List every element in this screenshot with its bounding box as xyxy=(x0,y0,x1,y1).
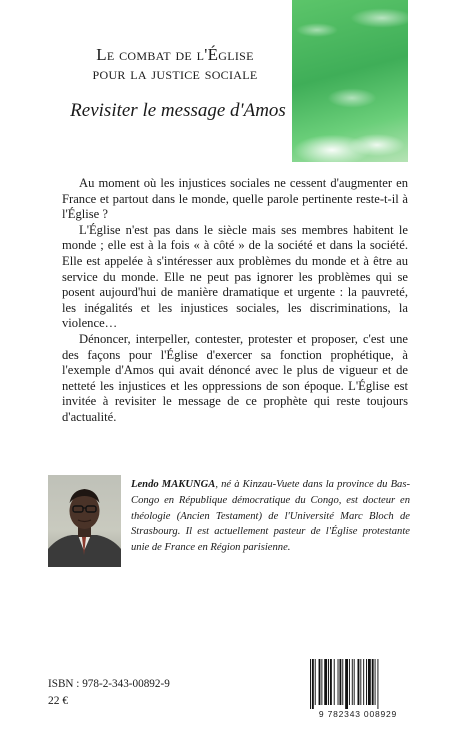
isbn: ISBN : 978-2-343-00892-9 xyxy=(48,678,170,690)
barcode-bar xyxy=(321,659,322,705)
barcode-bar xyxy=(319,659,321,705)
barcode xyxy=(306,659,410,719)
title-line-2: pour la justice sociale xyxy=(92,64,258,83)
author-name: Lendo MAKUNGA xyxy=(131,479,216,490)
barcode-bar xyxy=(345,659,348,709)
price: 22 € xyxy=(48,695,69,707)
blurb-paragraph-1: Au moment où les injustices sociales ne cessent d'augmenter en France et partout dans le monde, quelle parole pertinente reste-t-il à l'Église ? xyxy=(62,176,408,222)
barcode-bar xyxy=(354,659,355,705)
title-line-1: Le combat de l'Église xyxy=(96,45,254,64)
barcode-bar xyxy=(310,659,311,709)
barcode-bar xyxy=(338,659,339,705)
barcode-bar xyxy=(363,659,364,705)
barcode-bar xyxy=(377,659,378,709)
book-title xyxy=(60,45,290,83)
barcode-bars xyxy=(306,659,410,709)
barcode-bar xyxy=(375,659,376,705)
barcode-bar xyxy=(339,659,341,705)
author-bio-text: , né à Kinzau-Vuete dans la province du Bas-Congo en République démocratique du Congo, est docteur en théologie (Ancien Testament) de l'Université Marc Bloch de Strasbourg. Il est actuellement pasteur de l'Église protestante unie de France en Région parisienne. xyxy=(131,479,410,554)
barcode-bar xyxy=(342,659,343,705)
barcode-bar xyxy=(358,659,360,705)
author-photo xyxy=(48,475,121,567)
author-bio xyxy=(131,477,410,556)
barcode-bar xyxy=(334,659,335,705)
barcode-bar xyxy=(352,659,353,705)
barcode-bar xyxy=(312,659,314,709)
barcode-bar xyxy=(360,659,361,705)
book-subtitle: Revisiter le message d'Amos xyxy=(70,100,286,121)
barcode-bar xyxy=(315,659,316,705)
back-cover-blurb xyxy=(62,176,408,426)
blurb-paragraph-3: Dénoncer, interpeller, contester, protester et proposer, c'est une des façons pour l'Église d'exercer sa fonction prophétique, à l'exemple d'Amos qui avait dénoncé avec le plus de vigueur et de netteté les injustices et les oppressions de son époque. L'Église est invitée à revisiter le message de ce prophète qui reste toujours d'actualité. xyxy=(62,331,408,424)
cover-sky-image xyxy=(292,0,408,162)
barcode-number: 9 782343 008929 xyxy=(318,709,398,719)
barcode-bar xyxy=(368,659,371,705)
barcode-bar xyxy=(372,659,374,705)
barcode-bar xyxy=(328,659,329,705)
blurb-paragraph-2: L'Église n'est pas dans le siècle mais ses membres habitent le monde ; elle est à la fois « à côté » de la société et dans la société. Elle est appelée à s'intéresser aux problèmes du monde et à être au service du monde. Elle ne peut pas ignorer les problèmes qui se posent aujourd'hui de manière dramatique et urgente : la pauvreté, les inégalités et les injustices sociales, les discriminations, la violence… xyxy=(62,222,408,331)
barcode-bar xyxy=(324,659,327,705)
barcode-bar xyxy=(366,659,367,705)
barcode-bar xyxy=(330,659,332,705)
barcode-bar xyxy=(349,659,350,705)
